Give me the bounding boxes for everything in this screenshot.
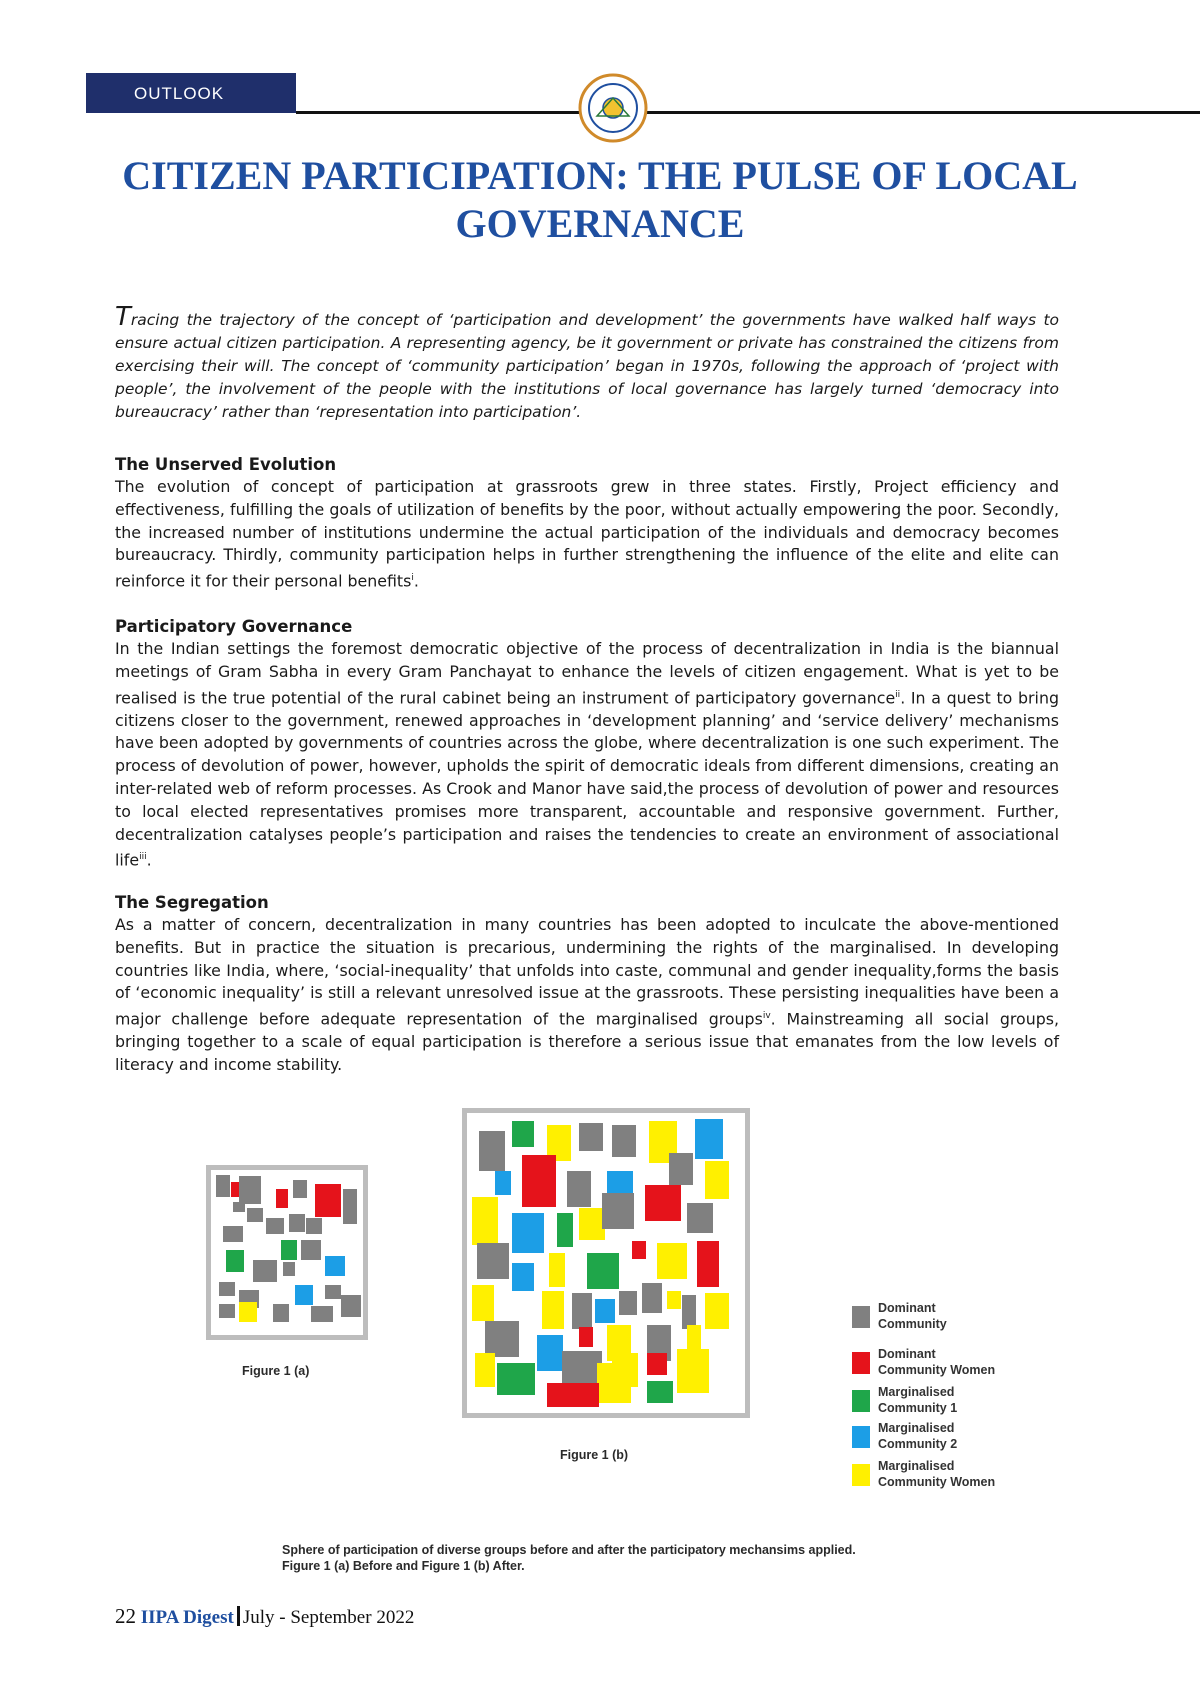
intro-text: racing the trajectory of the concept of ‘participation and development’ the governments have walked half ways to ensure actual citizen participation. A representing agency, be it government or private has constrained the citizens from exercising their will. The concept of ‘community participation’ began in 1970s, following the approach of ‘project with people’, the involvement of the people with the institutions of local governance has largely turned ‘democracy into bureaucracy’ rather than ‘representation into participation’. [115,311,1059,421]
legend-label: Dominant Community Women [878,1347,996,1377]
mosaic-tiles [472,1119,729,1407]
legend-swatch [852,1464,870,1486]
page-footer [115,1604,414,1629]
legend-item-dominant-community [852,1300,1072,1340]
section-body: In the Indian settings the foremost democratic objective of the process of decentralization in India is the biannual meetings of Gram Sabha in every Gram Panchayat to enhance the levels of citizen engagement. What is yet to be realised is the true potential of the rural cabinet being an instrument of participatory governance$^{ii}$. In a quest to bring citizens closer to the government, renewed approaches in ‘development planning’ and ‘service delivery’ mechanisms have been adopted by governments of countries across the globe, where decentralization is one such experiment. The process of devolution of power, however, upholds the spirit of democratic ideals from different dimensions, creating an inter-related web of reform processes. As Crook and Manor have said,the process of devolution of power and resources to local elected representatives promises more transparent, accountable and responsive government. Further, decentralization catalyses people’s participation and raises the tendencies to create an environment of associational life$^{iii}$. [115,639,1059,870]
legend-label: Marginalised Community Women [878,1459,996,1489]
header-rule [296,111,1200,114]
publication-period: July - September 2022 [242,1607,415,1628]
section-body: As a matter of concern, decentralization in many countries has been adopted to inculcate the above-mentioned benefits. But in practice the situation is precarious, undermining the rights of the marginalised. In developing countries like India, where, ‘social-inequality’ that unfolds into caste, communal and gender inequality,forms the basis of ‘economic inequality’ is still a relevant unresolved issue at the grassroots. These persisting inequalities have been a major challenge before adequate representation of the marginalised groups$^{iv}$. Mainstreaming all social groups, bringing together to a scale of equal participation is therefore a serious issue that emanates from the low levels of literacy and income stability. [115,915,1060,1075]
section-participatory-governance [115,616,1059,873]
section-body: The evolution of concept of participation at grassroots grew in three states. Firstly, Project efficiency and effectiveness, fulfilling the goals of utilization of benefits by the poor, without actually empowering the poor. Secondly, the increased number of institutions undermine the actual participation of the individuals and democracy becomes bureaucracy. Thirdly, community participation helps in further strengthening the influence of the elite and elite can reinforce it for their personal benefits$^i$. [115,477,1059,591]
legend-label: Marginalised Community 1 [878,1385,958,1415]
legend-item-marginalised-community-2 [852,1420,1072,1460]
article-intro [115,302,1059,424]
mosaic-tiles [216,1175,361,1322]
section-unserved-evolution [115,454,1059,593]
section-segregation [115,892,1059,1077]
legend-swatch [852,1352,870,1374]
figure-caption-line-1: Sphere of participation of diverse groups before and after the participatory mechansims applied. [282,1543,856,1557]
section-label: OUTLOOK [134,84,225,103]
figure-1a [206,1165,368,1340]
publication-name: IIPA Digest [140,1607,234,1628]
figure-caption [282,1542,856,1574]
figure-1a-mosaic [211,1170,363,1335]
figure-1a-caption: Figure 1 (a) [242,1364,310,1378]
figure-1b-mosaic [467,1113,745,1413]
section-heading: The Segregation [115,893,269,912]
legend-swatch [852,1306,870,1328]
legend-item-dominant-community-women [852,1346,1072,1386]
legend-item-marginalised-community-women [852,1458,1072,1498]
footer-divider [237,1606,240,1626]
legend-swatch [852,1426,870,1448]
figure-caption-line-2: Figure 1 (a) Before and Figure 1 (b) After. [282,1559,525,1573]
legend-item-marginalised-community-1 [852,1384,1072,1424]
legend-swatch [852,1390,870,1412]
figure-1b [462,1108,750,1418]
drop-cap: T [115,302,131,332]
section-heading: Participatory Governance [115,617,353,636]
section-heading: The Unserved Evolution [115,455,337,474]
iipa-seal-icon [577,72,649,144]
legend-label: Marginalised Community 2 [878,1421,958,1451]
legend-label: Dominant Community [878,1301,947,1331]
article-title: CITIZEN PARTICIPATION: THE PULSE OF LOCAL GOVERNANCE [122,153,1078,246]
page-number: 22 [115,1604,136,1628]
figure-1b-caption: Figure 1 (b) [560,1448,629,1462]
